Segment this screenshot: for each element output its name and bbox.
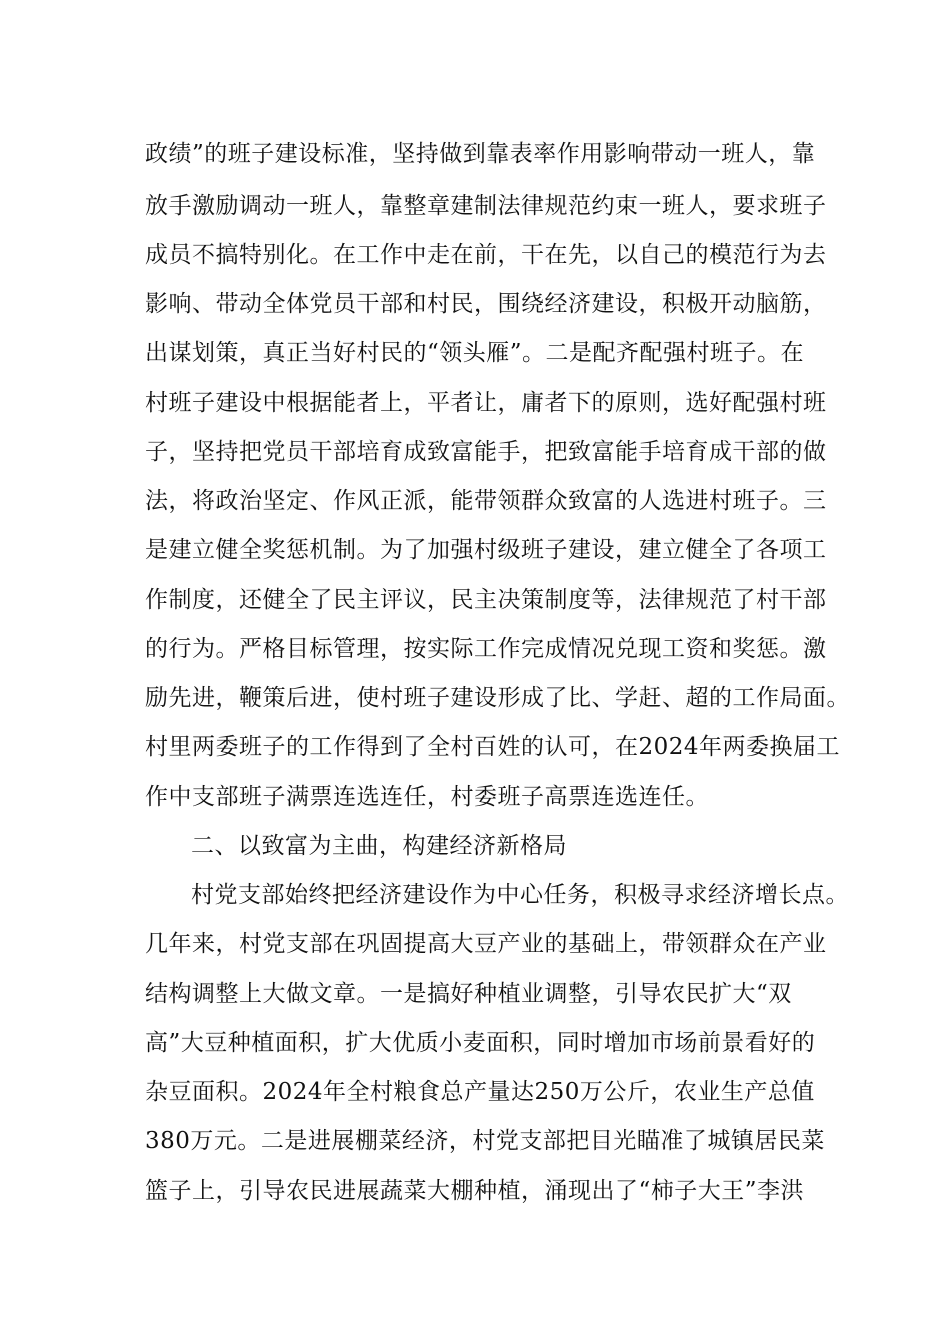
text-line: 子，坚持把党员干部培育成致富能手，把致富能手培育成干部的做 [145, 439, 827, 465]
text-line: 出谋划策，真正当好村民的“领头雁”。二是配齐配强村班子。在 [145, 340, 805, 366]
text-line: 几年来，村党支部在巩固提高大豆产业的基础上，带领群众在产业 [145, 931, 827, 957]
text-line: 法，将政治坚定、作风正派，能带领群众致富的人选进村班子。三 [145, 488, 827, 514]
text-line: 村里两委班子的工作得到了全村百姓的认可，在2024年两委换届工 [145, 734, 841, 760]
text-line: 影响、带动全体党员干部和村民，围绕经济建设，积极开动脑筋， [145, 291, 827, 317]
text-line: 的行为。严格目标管理，按实际工作完成情况兑现工资和奖惩。激 [145, 636, 827, 662]
text-line: 是建立健全奖惩机制。为了加强村级班子建设，建立健全了各项工 [145, 537, 827, 563]
text-line: 篮子上，引导农民进展蔬菜大棚种植，涌现出了“柿子大王”李洪 [145, 1178, 805, 1204]
section-heading: 二、以致富为主曲，构建经济新格局 [191, 833, 567, 859]
text-line: 放手激励调动一班人，靠整章建制法律规范约束一班人，要求班子 [145, 193, 827, 219]
text-line: 政绩”的班子建设标准，坚持做到靠表率作用影响带动一班人，靠 [145, 141, 816, 167]
text-line: 杂豆面积。2024年全村粮食总产量达250万公斤，农业生产总值 [145, 1079, 815, 1105]
text-line: 村班子建设中根据能者上，平者让，庸者下的原则，选好配强村班 [145, 390, 827, 416]
text-line: 高”大豆种植面积，扩大优质小麦面积，同时增加市场前景看好的 [145, 1030, 816, 1056]
text-line: 结构调整上大做文章。一是搞好种植业调整，引导农民扩大“双 [145, 981, 792, 1007]
text-line: 村党支部始终把经济建设作为中心任务，积极寻求经济增长点。 [191, 882, 849, 908]
text-line: 380万元。二是进展棚菜经济，村党支部把目光瞄准了城镇居民菜 [145, 1128, 825, 1154]
text-line: 励先进，鞭策后进，使村班子建设形成了比、学赶、超的工作局面。 [145, 685, 850, 711]
text-line: 成员不搞特别化。在工作中走在前，干在先，以自己的模范行为去 [145, 242, 827, 268]
text-line: 作中支部班子满票连选连任，村委班子高票连选连任。 [145, 784, 709, 810]
text-line: 作制度，还健全了民主评议，民主决策制度等，法律规范了村干部 [145, 587, 827, 613]
